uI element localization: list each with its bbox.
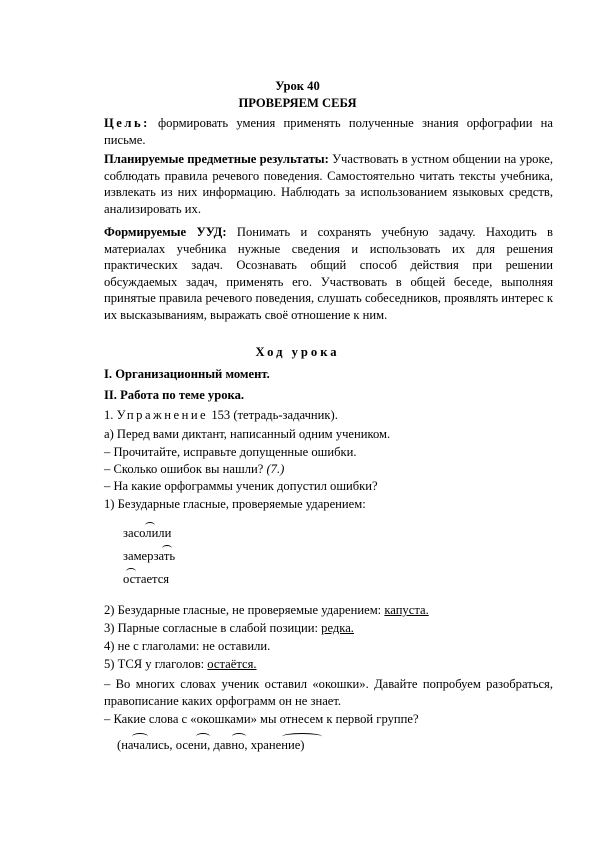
tail-paragraph-2: – Какие слова с «окошками» мы отнесем к первой группе? xyxy=(104,712,419,726)
rule-2-word: капуста. xyxy=(384,603,429,617)
rule-5-text: 5) ТСЯ у глаголов: xyxy=(104,657,205,671)
question-1: – Прочитайте, исправьте допущенные ошибки. xyxy=(104,445,357,459)
planned-label: Планируемые предметные результаты: xyxy=(104,152,329,166)
lesson-number: Урок 40 xyxy=(275,79,320,93)
rule-3-text: 3) Парные согласные в слабой позиции: xyxy=(104,621,318,635)
exercise-label: Упражнение xyxy=(116,408,209,422)
question-2 xyxy=(104,461,553,478)
question-3: – На какие орфограммы ученик допустил ошибки? xyxy=(104,479,378,493)
line-a: а) Перед вами диктант, написанный одним учеником. xyxy=(104,427,391,441)
goal-text: формировать умения применять полученные знания орфографии на письме. xyxy=(104,116,553,147)
stress-arc xyxy=(126,568,136,575)
rule-1: 1) Безударные гласные, проверяемые ударением: xyxy=(104,497,366,511)
tail-paragraph-1: – Во многих словах ученик оставил «окошки». Давайте попробуем разобраться, правописание каких орфограмм он не знает. xyxy=(104,677,553,708)
rule-2 xyxy=(104,602,553,619)
rule-3-word: редка. xyxy=(321,621,354,635)
question-2-answer: (7.) xyxy=(266,462,285,476)
stress-arc xyxy=(162,545,172,552)
exercise-line xyxy=(104,407,553,424)
planned-paragraph xyxy=(104,151,553,217)
uud-text: Понимать и сохранять учебную задачу. Находить в материалах учебника нужные сведения и использовать их для решения практических задач. Осознавать общий способ действия при решении обсуждаемых задач, применять его. Участвовать в общей беседе, выполняя принятые правила речевого поведения, слушать собеседников, проявлять интерес к их высказываниям, выражать своё отношение к ним. xyxy=(104,225,553,322)
rule-2-text: 2) Безударные гласные, не проверяемые ударением: xyxy=(104,603,382,617)
question-2-text: – Сколько ошибок вы нашли? xyxy=(104,462,264,476)
section-main-work: II. Работа по теме урока. xyxy=(104,388,245,402)
exercise-rest: 153 (тетрадь-задачник). xyxy=(211,408,338,422)
example-word: засолили xyxy=(123,526,172,540)
stress-arc xyxy=(145,522,155,529)
answer-line: (начались, осени, давно, хранение) xyxy=(117,738,305,752)
uud-label: Формируемые УУД: xyxy=(104,225,227,239)
course-heading: Ход урока xyxy=(255,345,340,359)
uud-paragraph xyxy=(104,224,553,323)
rule-5-word: остаётся. xyxy=(207,657,257,671)
goal-label: Цель: xyxy=(104,116,150,130)
exercise-number: 1. xyxy=(104,408,114,422)
example-word: остается xyxy=(123,572,170,586)
lesson-topic: ПРОВЕРЯЕМ СЕБЯ xyxy=(238,96,357,110)
rule-4: 4) не с глаголами: не оставили. xyxy=(104,639,271,653)
planned-text: Участвовать в устном общении на уроке, соблюдать правила речевого поведения. Самостоятельно читать тексты учебника, извлекать из них информацию. Наблюдать за использованием языковых средств, анализировать их. xyxy=(104,152,553,216)
example-word: замерзать xyxy=(123,549,176,563)
goal-paragraph xyxy=(104,115,553,148)
rule-3 xyxy=(104,620,553,637)
rule-5 xyxy=(104,656,553,673)
section-organizational: I. Организационный момент. xyxy=(104,367,270,381)
